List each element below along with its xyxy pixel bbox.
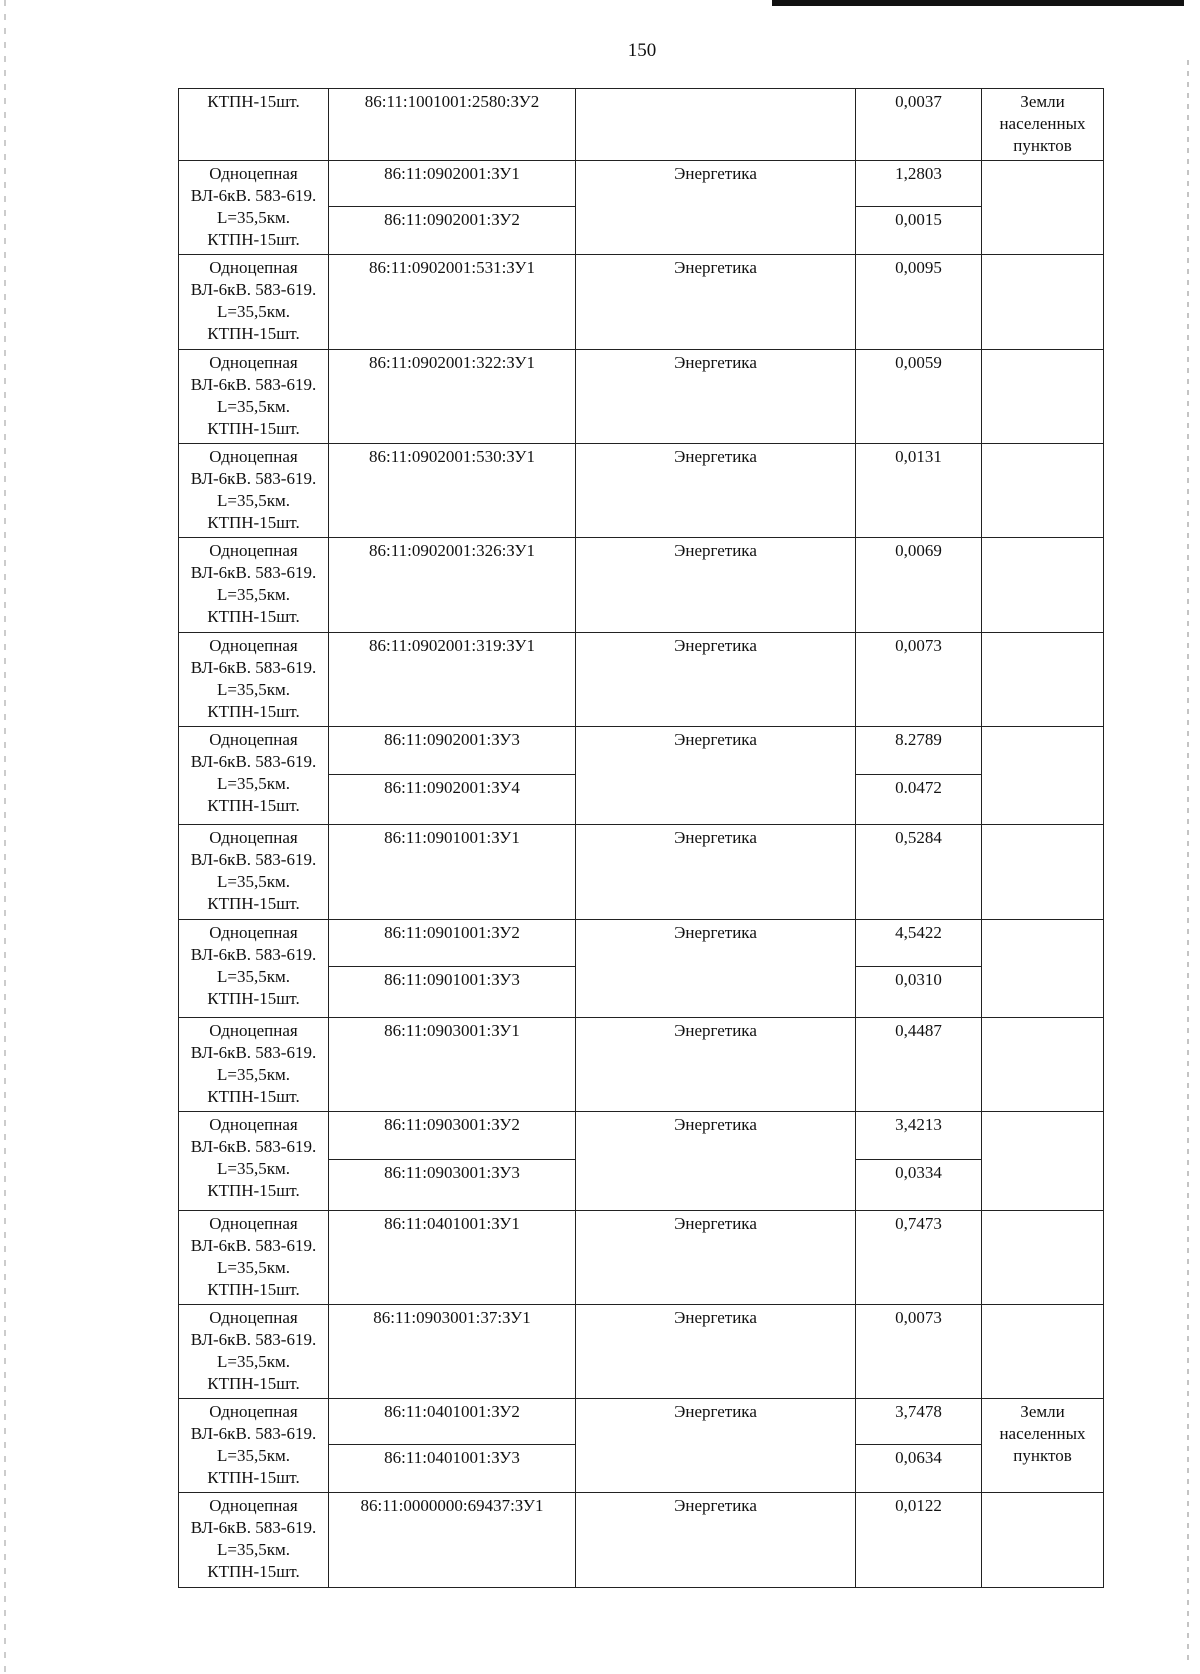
land-category-cell: [982, 255, 1104, 349]
land-category-cell: [982, 1112, 1104, 1210]
land-category-cell: [982, 1210, 1104, 1304]
area-cell: 3,4213: [856, 1112, 982, 1160]
land-category-cell: [982, 1017, 1104, 1111]
purpose-cell: Энергетика: [576, 1017, 856, 1111]
table-row: [179, 1017, 1104, 1111]
cadastral-number-cell: 86:11:0401001:ЗУ3: [329, 1444, 576, 1493]
cadastral-number-cell: 86:11:0901001:ЗУ3: [329, 967, 576, 1018]
table-row: [179, 1112, 1104, 1160]
cadastral-number-cell: 86:11:1001001:2580:ЗУ2: [329, 89, 576, 161]
cadastral-number-cell: 86:11:0901001:ЗУ1: [329, 825, 576, 919]
purpose-cell: Энергетика: [576, 1112, 856, 1210]
area-cell: 0,4487: [856, 1017, 982, 1111]
area-cell: 0,0095: [856, 255, 982, 349]
cadastral-number-cell: 86:11:0901001:ЗУ2: [329, 919, 576, 967]
land-category-cell: [982, 538, 1104, 632]
land-category-cell: Земли населенных пунктов: [982, 89, 1104, 161]
object-name-cell: Одноцепная ВЛ-6кВ. 583-619. L=35,5км. КТПН-15шт.: [179, 919, 329, 1017]
object-name-cell: КТПН-15шт.: [179, 89, 329, 161]
area-cell: 0,0073: [856, 632, 982, 726]
cadastral-number-cell: 86:11:0000000:69437:ЗУ1: [329, 1493, 576, 1588]
cadastral-number-cell: 86:11:0902001:530:ЗУ1: [329, 443, 576, 537]
scan-edge-left: [4, 0, 6, 1674]
table-row: [179, 632, 1104, 726]
land-category-cell: Земли населенных пунктов: [982, 1399, 1104, 1493]
area-cell: 0,0634: [856, 1444, 982, 1493]
land-category-cell: [982, 161, 1104, 255]
purpose-cell: Энергетика: [576, 726, 856, 824]
purpose-cell: Энергетика: [576, 1493, 856, 1588]
purpose-cell: Энергетика: [576, 161, 856, 255]
table-row: [179, 1493, 1104, 1588]
object-name-cell: Одноцепная ВЛ-6кВ. 583-619. L=35,5км. КТПН-15шт.: [179, 1210, 329, 1304]
land-category-cell: [982, 919, 1104, 1017]
cadastral-number-cell: 86:11:0902001:ЗУ2: [329, 206, 576, 255]
area-cell: 0,0334: [856, 1159, 982, 1210]
object-name-cell: Одноцепная ВЛ-6кВ. 583-619. L=35,5км. КТПН-15шт.: [179, 1017, 329, 1111]
cadastral-number-cell: 86:11:0902001:ЗУ3: [329, 726, 576, 774]
table-row: [179, 825, 1104, 919]
cadastral-number-cell: 86:11:0903001:ЗУ2: [329, 1112, 576, 1160]
land-category-cell: [982, 349, 1104, 443]
page-number: 150: [627, 40, 657, 61]
table-row: [179, 89, 1104, 161]
land-category-cell: [982, 825, 1104, 919]
cadastral-number-cell: 86:11:0902001:326:ЗУ1: [329, 538, 576, 632]
cadastral-number-cell: 86:11:0902001:ЗУ1: [329, 161, 576, 207]
land-category-cell: [982, 1493, 1104, 1588]
table-row: [179, 1304, 1104, 1398]
cadastral-number-cell: 86:11:0401001:ЗУ1: [329, 1210, 576, 1304]
cadastral-number-cell: 86:11:0903001:ЗУ1: [329, 1017, 576, 1111]
table-row: [179, 726, 1104, 774]
cadastral-number-cell: 86:11:0902001:ЗУ4: [329, 774, 576, 825]
table-row: [179, 919, 1104, 967]
land-category-cell: [982, 443, 1104, 537]
cadastral-number-cell: 86:11:0903001:ЗУ3: [329, 1159, 576, 1210]
purpose-cell: Энергетика: [576, 349, 856, 443]
cadastral-number-cell: 86:11:0902001:322:ЗУ1: [329, 349, 576, 443]
area-cell: 0,0310: [856, 967, 982, 1018]
purpose-cell: Энергетика: [576, 443, 856, 537]
area-cell: 0,0131: [856, 443, 982, 537]
table-row: [179, 161, 1104, 207]
table-row: [179, 1210, 1104, 1304]
object-name-cell: Одноцепная ВЛ-6кВ. 583-619. L=35,5км. КТПН-15шт.: [179, 632, 329, 726]
table-row: [179, 538, 1104, 632]
scan-edge-right: [1187, 60, 1189, 1660]
purpose-cell: Энергетика: [576, 632, 856, 726]
object-name-cell: Одноцепная ВЛ-6кВ. 583-619. L=35,5км. КТПН-15шт.: [179, 1493, 329, 1588]
table-row: [179, 349, 1104, 443]
table-row: [179, 1399, 1104, 1445]
object-name-cell: Одноцепная ВЛ-6кВ. 583-619. L=35,5км. КТПН-15шт.: [179, 825, 329, 919]
purpose-cell: [576, 89, 856, 161]
purpose-cell: Энергетика: [576, 1399, 856, 1493]
area-cell: 0.0472: [856, 774, 982, 825]
purpose-cell: Энергетика: [576, 1210, 856, 1304]
area-cell: 0,7473: [856, 1210, 982, 1304]
area-cell: 0,0122: [856, 1493, 982, 1588]
object-name-cell: Одноцепная ВЛ-6кВ. 583-619. L=35,5км. КТПН-15шт.: [179, 538, 329, 632]
land-plots-table: [178, 88, 1104, 1588]
area-cell: 0,5284: [856, 825, 982, 919]
area-cell: 0,0073: [856, 1304, 982, 1398]
area-cell: 0,0037: [856, 89, 982, 161]
table-row: [179, 443, 1104, 537]
object-name-cell: Одноцепная ВЛ-6кВ. 583-619. L=35,5км. КТПН-15шт.: [179, 726, 329, 824]
area-cell: 8.2789: [856, 726, 982, 774]
land-category-cell: [982, 726, 1104, 824]
table-row: [179, 255, 1104, 349]
cadastral-number-cell: 86:11:0401001:ЗУ2: [329, 1399, 576, 1445]
area-cell: 0,0069: [856, 538, 982, 632]
purpose-cell: Энергетика: [576, 1304, 856, 1398]
area-cell: 0,0015: [856, 206, 982, 255]
object-name-cell: Одноцепная ВЛ-6кВ. 583-619. L=35,5км. КТПН-15шт.: [179, 443, 329, 537]
area-cell: 4,5422: [856, 919, 982, 967]
land-category-cell: [982, 632, 1104, 726]
cadastral-number-cell: 86:11:0902001:531:ЗУ1: [329, 255, 576, 349]
scan-edge-mark: [772, 0, 1184, 6]
area-cell: 0,0059: [856, 349, 982, 443]
object-name-cell: Одноцепная ВЛ-6кВ. 583-619. L=35,5км. КТПН-15шт.: [179, 161, 329, 255]
purpose-cell: Энергетика: [576, 919, 856, 1017]
area-cell: 3,7478: [856, 1399, 982, 1445]
purpose-cell: Энергетика: [576, 255, 856, 349]
cadastral-number-cell: 86:11:0902001:319:ЗУ1: [329, 632, 576, 726]
land-category-cell: [982, 1304, 1104, 1398]
purpose-cell: Энергетика: [576, 538, 856, 632]
object-name-cell: Одноцепная ВЛ-6кВ. 583-619. L=35,5км. КТПН-15шт.: [179, 1399, 329, 1493]
object-name-cell: Одноцепная ВЛ-6кВ. 583-619. L=35,5км. КТПН-15шт.: [179, 1112, 329, 1210]
object-name-cell: Одноцепная ВЛ-6кВ. 583-619. L=35,5км. КТПН-15шт.: [179, 1304, 329, 1398]
object-name-cell: Одноцепная ВЛ-6кВ. 583-619. L=35,5км. КТПН-15шт.: [179, 255, 329, 349]
purpose-cell: Энергетика: [576, 825, 856, 919]
area-cell: 1,2803: [856, 161, 982, 207]
object-name-cell: Одноцепная ВЛ-6кВ. 583-619. L=35,5км. КТПН-15шт.: [179, 349, 329, 443]
cadastral-number-cell: 86:11:0903001:37:ЗУ1: [329, 1304, 576, 1398]
